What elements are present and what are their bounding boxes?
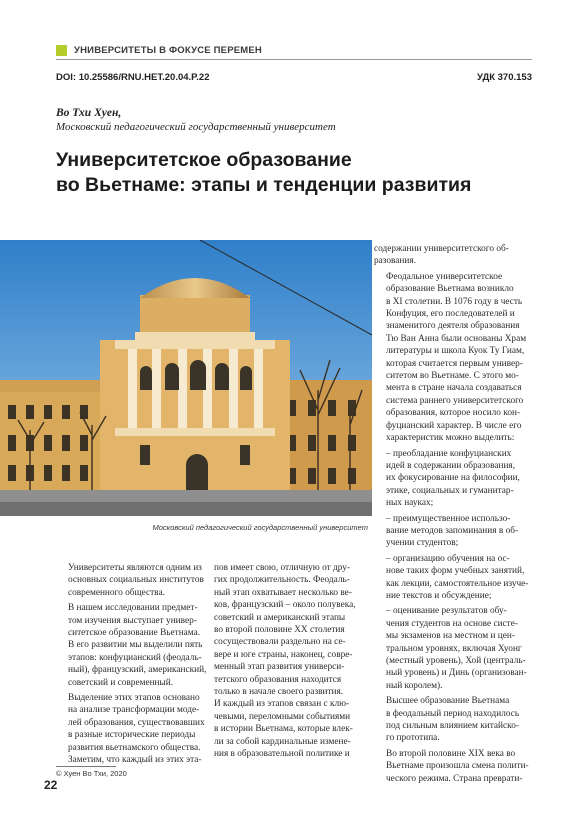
text-line: которая считается первым универ- [386, 358, 523, 369]
author-name: Во Тхи Хуен, [56, 107, 122, 119]
text-line: (местный уровень), Хой (централь- [386, 656, 526, 666]
text-line: вание методов запоминания в об- [386, 525, 519, 536]
paragraph [374, 271, 534, 445]
text-column-3 [374, 243, 534, 788]
text-line: Заметим, что каждый из этих эта- [68, 755, 202, 766]
text-line: – организацию обучения на ос- [386, 553, 510, 564]
text-column-2 [214, 562, 360, 764]
text-line: ный королем). [386, 680, 443, 691]
text-line: советский и современный. [68, 677, 174, 688]
text-line: этике, социальных и гуманитар- [386, 485, 514, 496]
header-divider [56, 59, 532, 60]
text-line: тральном уровнях, включая Хуонг [386, 643, 522, 654]
text-line: Тю Ван Анна были основаны Храм [386, 333, 527, 344]
text-line: ный), французский, американский, [68, 665, 207, 676]
text-line: ческого режима. Страна преврати- [386, 773, 523, 784]
text-line: ный этап охватывает несколько ве- [214, 587, 352, 598]
text-line: Конфуция, его последователей и [386, 309, 515, 320]
udk-label: УДК 370.153 [477, 72, 532, 83]
list-item [374, 448, 534, 510]
text-line: Феодальное университетское [386, 271, 503, 282]
text-line: в истории Вьетнама, которые влек- [214, 724, 353, 735]
page-number: 22 [44, 778, 58, 792]
text-line: ние текстов и обсуждение; [386, 590, 492, 601]
text-line: В нашем исследовании предмет- [68, 603, 198, 614]
text-line: система раннего университетского [386, 395, 524, 406]
university-building-photo [0, 240, 372, 516]
paragraph [214, 562, 360, 761]
paragraph [374, 748, 534, 785]
text-line: ситетское образование Вьетнама. [68, 628, 201, 639]
text-line: фуцианский характер. В числе его [386, 420, 522, 431]
text-line: И каждый из этапов связан с клю- [214, 699, 350, 710]
text-line: чевыми, переломными событиями [214, 711, 351, 722]
text-line: во второй половине XX столетия [214, 625, 345, 636]
text-line: идей в содержании образования, [386, 460, 516, 471]
text-line: современного общества. [68, 587, 165, 598]
text-line: как лекции, самостоятельное изуче- [386, 578, 529, 589]
text-line: ный уровень) и Динь (организован- [386, 668, 527, 679]
text-line: ли за собой кардинальные измене- [214, 736, 351, 747]
section-header [56, 44, 532, 58]
text-line: мента в стране начала создаваться [386, 383, 522, 394]
text-line: ных науках; [386, 498, 434, 509]
paragraph [374, 243, 534, 268]
text-line: ситетом во Вьетнаме. С этого мо- [386, 371, 519, 382]
text-line: в феодальный период находилось [386, 708, 520, 719]
text-line: тетского образования находится [214, 674, 342, 685]
text-line: развития вьетнамского общества. [68, 742, 201, 753]
text-line: мы экзаменов на местном и цен- [386, 631, 515, 642]
section-title: УНИВЕРСИТЕТЫ В ФОКУСЕ ПЕРЕМЕН [74, 45, 262, 56]
text-line: Во второй половине XIX века во [386, 748, 516, 759]
text-line: Высшее образование Вьетнама [386, 696, 510, 707]
photo-caption: Московский педагогический государственный университет [152, 523, 368, 532]
article-title-line-2: во Вьетнаме: этапы и тенденции развития [56, 174, 472, 196]
text-line: менный этап развития универси- [214, 662, 345, 673]
paragraph [56, 562, 202, 599]
text-line: чения студентов на основе систе- [386, 618, 518, 629]
text-line: образования, которое носило кон- [386, 408, 521, 419]
text-line: содержании университетского об- [374, 244, 509, 254]
text-line: пов имеет свою, отличную от дру- [214, 563, 350, 573]
author-affiliation: Московский педагогический государственный университет [56, 121, 336, 133]
text-line: литературы и школа Куок Ту Гиам, [386, 346, 525, 357]
paragraph [56, 692, 205, 766]
article-title [56, 148, 526, 198]
text-line: разования. [374, 256, 416, 267]
footnote-divider [56, 766, 116, 767]
text-line: учении студентов; [386, 538, 459, 549]
text-line: вере и юге страны, наконец, совре- [214, 649, 353, 660]
list-item [374, 513, 534, 550]
text-line: в XI столетии. В 1076 году в честь [386, 296, 523, 307]
paragraph [56, 602, 207, 689]
text-line: Вьетнаме произошла смена полити- [386, 761, 529, 772]
text-line: том изучения выступает универ- [68, 615, 197, 626]
text-line: ков, французский – около полувека, [214, 600, 356, 611]
text-line: го прототипа. [386, 733, 440, 744]
text-line: – оценивание результатов обу- [386, 606, 507, 617]
paragraph [374, 695, 534, 745]
text-line: на анализе трансформации моде- [68, 705, 200, 716]
text-line: советский и американский этапы [214, 612, 346, 623]
text-line: только в начале своего развития. [214, 687, 344, 698]
text-line: в разные исторические периоды [68, 730, 196, 741]
text-line: характеристик можно выделить: [386, 433, 515, 444]
text-line: их фокусирование на философии, [386, 473, 520, 484]
text-line: нове таких форм учебных занятий, [386, 566, 525, 577]
text-line: В его развитии мы выделили пять [68, 640, 203, 651]
text-line: гих продолжительность. Феодаль- [214, 575, 350, 586]
text-line: лей образования, существовавших [68, 717, 205, 728]
text-line: знаменитого деятеля образования [386, 321, 520, 332]
text-column-1 [56, 562, 207, 770]
text-line: под сильным влиянием китайско- [386, 721, 519, 732]
doi-label[interactable]: DOI: 10.25586/RNU.HET.20.04.P.22 [56, 72, 210, 83]
copyright-notice: © Хуен Во Тхи, 2020 [56, 769, 127, 778]
text-line: этапов: конфуцианский (феодаль- [68, 652, 202, 663]
text-line: – преимущественное использо- [386, 513, 511, 524]
section-marker-icon [56, 45, 67, 56]
text-line: основных социальных институтов [68, 575, 204, 586]
list-item [374, 605, 534, 692]
text-line: образование Вьетнама возникло [386, 284, 514, 295]
text-line: сосуществовали раздельно на се- [214, 637, 346, 648]
text-line: – преобладание конфуцианских [386, 448, 512, 459]
list-item [374, 553, 534, 603]
article-title-line-1: Университетское образование [56, 149, 352, 171]
text-line: Университеты являются одним из [68, 563, 202, 573]
text-line: ния в образовательной политике и [214, 749, 350, 760]
text-line: Выделение этих этапов основано [68, 693, 200, 704]
